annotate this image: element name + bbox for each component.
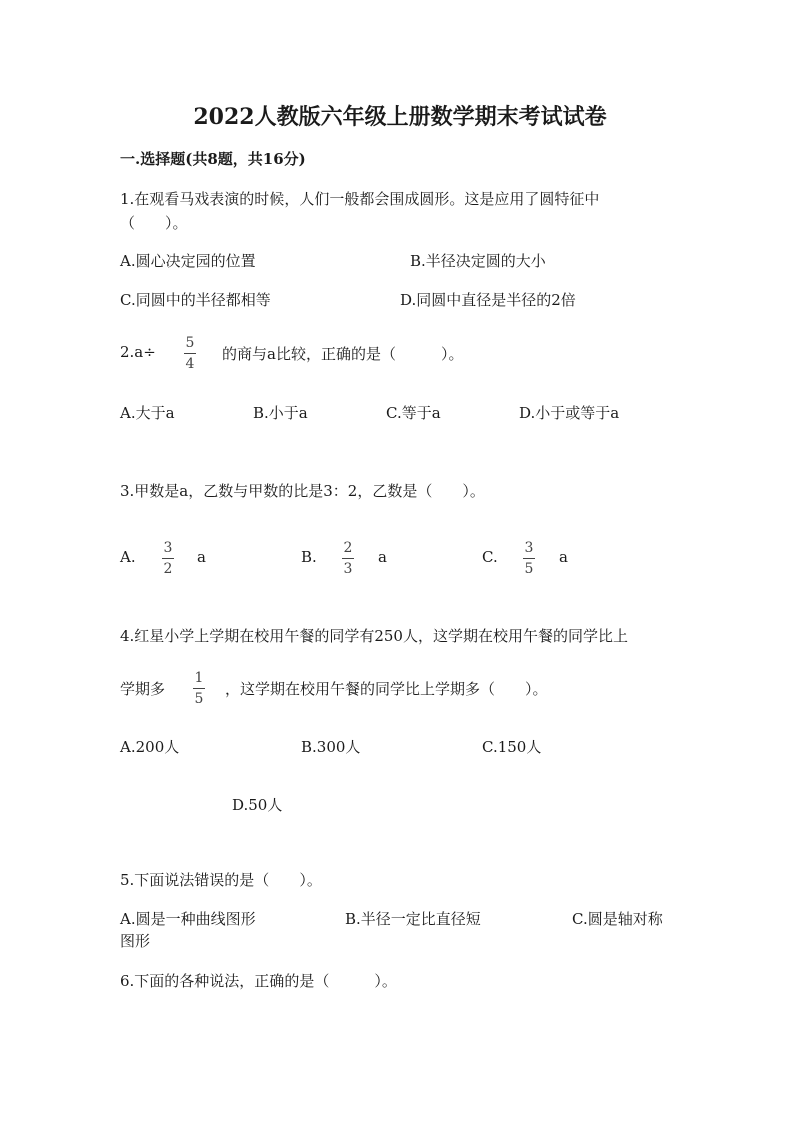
question-1-option-d: D.同圆中直径是半径的2倍 <box>400 291 576 309</box>
question-2-option-c: C.等于a <box>386 404 441 422</box>
question-6-text: 6.下面的各种说法，正确的是（ ）。 <box>120 972 397 990</box>
question-3-option-a-var: a <box>197 548 206 566</box>
question-3-option-a-label: A. <box>120 548 136 566</box>
question-2-option-a: A.大于a <box>120 404 175 422</box>
question-5-option-c-cont: 图形 <box>120 932 151 950</box>
question-3-text: 3.甲数是a，乙数与甲数的比是3：2，乙数是（ ）。 <box>120 482 485 500</box>
fraction-denominator: 5 <box>524 561 534 577</box>
question-3-option-b-label: B. <box>301 548 317 566</box>
question-1-option-b: B.半径决定圆的大小 <box>410 252 546 270</box>
question-4-fraction <box>193 670 205 707</box>
question-4-option-a: A.200人 <box>120 738 180 756</box>
question-2-option-d: D.小于或等于a <box>519 404 620 422</box>
fraction-numerator: 5 <box>185 335 195 351</box>
question-3-option-b-var: a <box>378 548 387 566</box>
fraction-numerator: 3 <box>524 540 534 556</box>
question-5-option-c: C.圆是轴对称 <box>572 910 663 928</box>
fraction-numerator: 3 <box>163 540 173 556</box>
question-5-text: 5.下面说法错误的是（ ）。 <box>120 871 322 889</box>
question-1-option-a: A.圆心决定园的位置 <box>120 252 256 270</box>
question-2-suffix: 的商与a比较，正确的是（ ）。 <box>222 345 464 363</box>
fraction-denominator: 2 <box>163 561 173 577</box>
question-5-option-b: B.半径一定比直径短 <box>345 910 481 928</box>
section-heading: 一.选择题(共8题，共16分) <box>120 150 306 168</box>
fraction-denominator: 3 <box>343 561 353 577</box>
question-5-option-a: A.圆是一种曲线图形 <box>120 910 256 928</box>
fraction-bar <box>162 558 174 559</box>
question-3-option-b-fraction <box>342 540 354 577</box>
page-title: 2022人教版六年级上册数学期末考试试卷 <box>193 104 607 130</box>
question-2-option-b: B.小于a <box>253 404 308 422</box>
fraction-bar <box>523 558 535 559</box>
question-3-option-c-fraction <box>523 540 535 577</box>
question-4-option-c: C.150人 <box>482 738 542 756</box>
question-2-fraction <box>184 335 196 372</box>
fraction-bar <box>184 353 196 354</box>
fraction-bar <box>193 688 205 689</box>
fraction-numerator: 1 <box>194 670 204 686</box>
fraction-denominator: 4 <box>185 356 195 372</box>
question-4-text-suffix: ，这学期在校用午餐的同学比上学期多（ ）。 <box>225 680 548 698</box>
question-1-text: 1.在观看马戏表演的时候，人们一般都会围成圆形。这是应用了圆特征中 <box>120 190 600 208</box>
question-4-text: 4.红星小学上学期在校用午餐的同学有250人，这学期在校用午餐的同学比上 <box>120 627 628 645</box>
fraction-bar <box>342 558 354 559</box>
question-4-option-b: B.300人 <box>301 738 361 756</box>
question-3-option-c-var: a <box>559 548 568 566</box>
question-3-option-a-fraction <box>162 540 174 577</box>
question-2-prefix: 2.a÷ <box>120 343 156 361</box>
question-1-option-c: C.同圆中的半径都相等 <box>120 291 271 309</box>
question-4-text-prefix: 学期多 <box>120 680 166 698</box>
question-1-text-cont: （ ）。 <box>120 214 188 232</box>
fraction-denominator: 5 <box>194 691 204 707</box>
question-3-option-c-label: C. <box>482 548 498 566</box>
question-4-option-d: D.50人 <box>232 796 283 814</box>
fraction-numerator: 2 <box>343 540 353 556</box>
